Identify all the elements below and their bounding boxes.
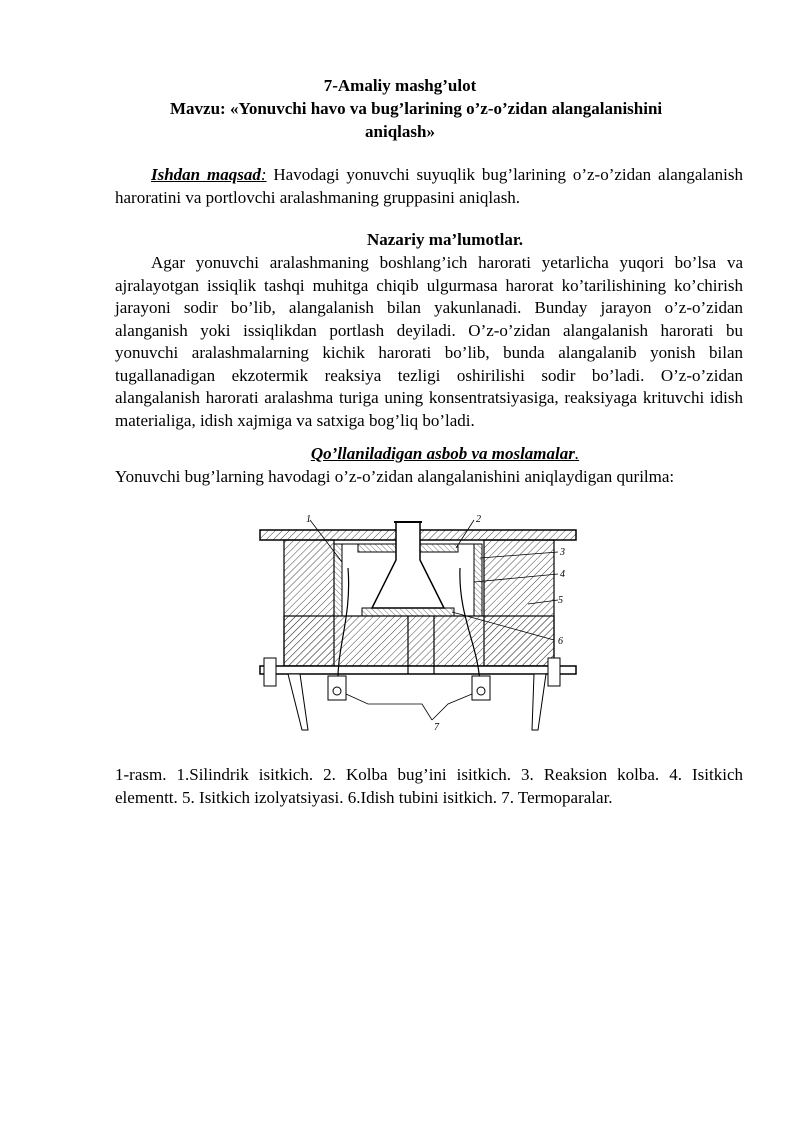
right-heater [474,544,482,616]
subject-line: Mavzu: «Yonuvchi havo va bug’larining o’z-o’zidan alangalanishini [170,99,663,118]
callout-5: 5 [558,595,563,606]
base-plate [260,666,576,674]
left-thermocouple [328,676,346,700]
subject-line-cont: aniqlash» [365,122,435,141]
aim-paragraph [115,164,743,209]
callout-2: 2 [476,514,481,525]
page-title: 7-Amaliy mashg’ulot [323,76,477,95]
callout-4: 4 [560,569,565,580]
callout-7: 7 [434,722,439,733]
left-heater [334,544,342,616]
tools-heading-end: . [574,444,580,463]
device-text: Yonuvchi bug’larning havodagi o’z-o’zidan alangalanishini aniqlaydigan qurilma: [115,467,675,486]
aim-colon: : [260,165,267,184]
left-bolt [264,658,276,686]
right-bolt [548,658,560,686]
callout-6: 6 [558,636,563,647]
left-leg [288,674,308,730]
theory-paragraph: Agar yonuvchi aralashmaning boshlang’ich harorati yetarlicha yuqori bo’lsa va ajralayotgan issiqlik tashqi muhitga chiqib ulgurmasa harorat ko’tarilishining ko’chirish jarayoni sodir bo’lib, alangalanish bilan yakunlanadi. Bunday jarayon o’z-o’zidan alanganish yoki issiqlikdan portlash deyiladi. O’z-o’zidan alangalanish harorati bu yonuvchi aralashmalarning kichik harorati bo’lib, bunda alangalanib yonish bilan tugallanadigan ekzotermik reaksiya tezligi oshirilishi sodir bo’ladi. O’z-o’zidan alangalanish harorati aralashma turiga uning konsentratsiyasiga, reaksiyaga krituvchi idish materialiga, idish xajmiga va satxiga bog’liq bo’ladi. [115,253,743,430]
aim-text: Havodagi yonuvchi suyuqlik bug’larining o’z-o’zidan alangalanish haroratini va portlovchi aralashmaning gruppasini aniqlash. [115,165,743,207]
bottom-heater [362,608,454,616]
callout-3: 3 [560,547,565,558]
tools-heading [0,444,800,464]
tools-heading-text: Qo’llaniladigan asbob va moslamalar [310,444,575,463]
aim-label: Ishdan maqsad [151,165,261,184]
right-thermocouple [472,676,490,700]
theory-heading: Nazariy ma’lumotlar. [366,230,524,249]
lower-block [284,616,554,666]
figure-caption: 1-rasm. 1.Silindrik isitkich. 2. Kolba bug’ini isitkich. 3. Reaksion kolba. 4. Isitkich elementt. 5. Isitkich izolyatsiyasi. 6.Idish tubini isitkich. 7. Termoparalar. [115,765,743,807]
right-leg [532,674,546,730]
apparatus-diagram [248,508,588,744]
callout-1: 1 [306,514,311,525]
